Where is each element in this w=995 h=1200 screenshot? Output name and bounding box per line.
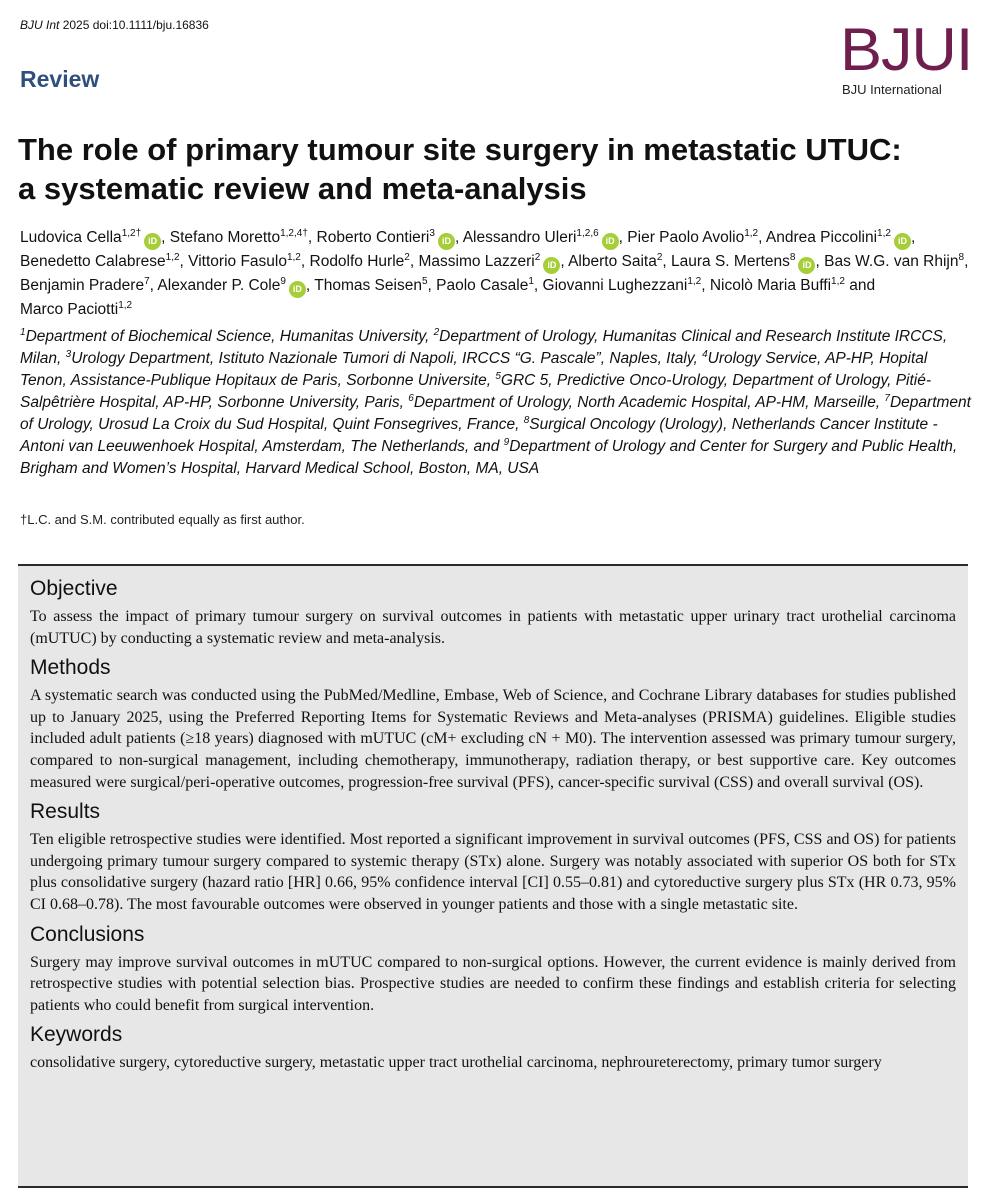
conclusions-text: Surgery may improve survival outcomes in mUTUC compared to non-surgical options. However, the current evidence is mainly derived from retrospective studies with potential selection bias. Prospective studies are needed to confirm these findings and establish criteria for selecting patients who could benefit from surgical intervention. <box>30 953 956 1014</box>
author-affiliation-marker: 1,2 <box>877 228 891 239</box>
author-separator: , <box>454 229 463 246</box>
author-separator: , <box>964 253 969 270</box>
author-name: Alberto Saita <box>568 253 657 270</box>
objective-heading: Objective <box>30 577 118 600</box>
author-name: Roberto Contieri <box>316 229 430 246</box>
author-name: Rodolfo Hurle <box>309 253 405 270</box>
results-heading: Results <box>30 800 101 824</box>
affiliation-text: Department of Urology, Urosud La Croix du Sud Hospital, Quint Fonsegrives, France, <box>20 394 971 433</box>
logo-subtitle: BJU International <box>842 82 942 97</box>
author <box>20 229 161 246</box>
author-affiliation-marker: 1,2 <box>687 276 702 287</box>
author-separator: , <box>815 253 825 270</box>
logo-letters: BJUI <box>840 16 973 83</box>
article-title: The role of primary tumour site surgery in metastatic UTUC: a systematic review and meta-analysis <box>18 132 902 206</box>
affiliation-text: Department of Urology and Center for Surgery and Public Health, Brigham and Women’s Hospital, Harvard Medical School, Boston, MA, USA <box>20 438 958 477</box>
abstract-box <box>18 564 968 1188</box>
author <box>20 301 132 318</box>
author-affiliation-marker: 7 <box>144 276 150 287</box>
author-name: Marco Paciotti <box>20 301 119 318</box>
affiliation-text: Surgical Oncology (Urology), Netherlands Cancer Institute - Antoni van Leeuwenhoek Hospital, Amsterdam, The Netherlands, and <box>20 416 938 455</box>
author <box>568 253 662 270</box>
author <box>766 229 911 246</box>
author <box>310 253 410 270</box>
orcid-icon[interactable]: iD <box>894 233 911 250</box>
author-affiliation-marker: 1,2† <box>121 228 142 239</box>
affiliation-text: Urology Department, Istituto Nazionale Tumori di Napoli, IRCCS “G. Pascale”, Naples, Italy, <box>71 350 703 367</box>
author-affiliation-marker: 1,2 <box>744 228 759 239</box>
author <box>436 277 534 294</box>
orcid-icon[interactable]: iD <box>438 233 455 250</box>
author-separator: , <box>560 253 569 270</box>
methods-text: A systematic search was conducted using the PubMed/Medline, Embase, Web of Science, and Cochrane Library databases for studies published up to January 2025, using the Preferred Reporting Items for Systematic Reviews and Meta-analyses (PRISMA) guidelines. Eligible studies included adult patients (≥18 years) diagnosed with mUTUC (cM+ excluding cN + M0). The intervention assessed was primary tumour surgery, compared to non-surgical management, including chemotherapy, immunotherapy, radiation therapy, or best supportive care. Key outcomes measured were surgical/peri-operative outcomes, progression-free survival (PFS), cancer-specific survival (CSS) and overall survival (OS). <box>30 687 956 791</box>
affiliation-marker: 4 <box>702 349 708 360</box>
author-name: Paolo Casale <box>436 277 529 294</box>
author-affiliation-marker: 3 <box>429 228 435 239</box>
author-separator: , <box>662 253 672 270</box>
author <box>418 253 560 270</box>
affiliation-list <box>20 326 975 480</box>
author-affiliation-marker: 2 <box>404 252 410 263</box>
author <box>170 229 308 246</box>
author <box>314 277 427 294</box>
affiliation-text: Department of Biochemical Science, Humanitas University, <box>25 328 434 345</box>
keywords-heading: Keywords <box>30 1023 123 1047</box>
doi-text: 2025 doi:10.1111/bju.16836 <box>59 18 209 32</box>
author <box>824 253 964 270</box>
orcid-icon[interactable]: iD <box>602 233 619 250</box>
author-separator: , <box>427 277 437 294</box>
affiliation-text: Urology Service, AP-HP, Hopital Tenon, Assistance-Publique Hopitaux de Paris, Sorbonne Universite, <box>20 350 928 389</box>
author-name: Alexander P. Cole <box>157 277 281 294</box>
methods-heading: Methods <box>30 656 111 680</box>
author <box>671 253 815 270</box>
author-separator: , <box>533 277 543 294</box>
author-name: Vittorio Fasulo <box>188 253 287 270</box>
objective-text: To assess the impact of primary tumour surgery on survival outcomes in patients with metastatic upper urinary tract urothelial carcinoma (mUTUC) by conducting a systematic review and meta-analysis. <box>30 608 956 647</box>
author-affiliation-marker: 1,2 <box>831 276 845 287</box>
author-affiliation-marker: 1 <box>528 276 534 287</box>
affiliation-marker: 3 <box>65 349 72 360</box>
affiliation-marker: 2 <box>433 327 440 338</box>
author-separator: , <box>910 229 916 246</box>
affiliation-text: Department of Urology, Humanitas Clinical and Research Institute IRCCS, Milan, <box>20 328 948 367</box>
author-separator: and <box>844 277 876 294</box>
author-separator: , <box>758 229 766 246</box>
affiliation-marker: 1 <box>20 327 26 338</box>
author-separator: , <box>161 229 170 246</box>
author-name: Thomas Seisen <box>314 277 422 294</box>
orcid-icon[interactable]: iD <box>798 257 815 274</box>
author-separator: , <box>179 253 189 270</box>
affiliation-marker: 6 <box>408 393 414 404</box>
author-affiliation-marker: 2 <box>656 252 663 263</box>
affiliation-marker: 9 <box>503 437 510 448</box>
author-name: Nicolò Maria Buffi <box>709 277 832 294</box>
author-separator: , <box>618 229 628 246</box>
author-name: Pier Paolo Avolio <box>627 229 745 246</box>
author-separator: , <box>409 253 419 270</box>
author <box>317 229 455 246</box>
author-separator: , <box>307 229 317 246</box>
affiliation-marker: 8 <box>523 415 530 426</box>
author-affiliation-marker: 9 <box>280 276 286 287</box>
keywords-text: consolidative surgery, cytoreductive surgery, metastatic upper tract urothelial carcinoma, nephroureterectomy, primary tumor surgery <box>30 1054 882 1072</box>
author-affiliation-marker: 1,2 <box>118 300 133 311</box>
author-separator: , <box>701 277 710 294</box>
equal-contribution-footnote: †L.C. and S.M. contributed equally as first author. <box>20 512 305 527</box>
author-affiliation-marker: 8 <box>789 252 796 263</box>
author <box>20 277 150 294</box>
bjui-logo <box>840 16 973 98</box>
author-separator: , <box>305 277 315 294</box>
author-separator: , <box>300 253 310 270</box>
author-name: Laura S. Mertens <box>671 253 790 270</box>
author-affiliation-marker: 1,2 <box>286 252 301 263</box>
results-text: Ten eligible retrospective studies were identified. Most reported a significant improvement in survival outcomes (PFS, CSS and OS) for patients undergoing primary tumour surgery compared to systemic therapy (STx) alone. Surgery was notably associated with superior OS both for STx plus consolidative surgery (hazard ratio [HR] 0.66, 95% confidence interval [CI] 0.55–0.81) and cytoreductive surgery plus STx (HR 0.73, 95% CI 0.68–0.78). The most favourable outcomes were observed in younger patients and those with a single metastatic site. <box>30 831 956 913</box>
orcid-icon[interactable]: iD <box>144 233 161 250</box>
author-affiliation-marker: 8 <box>958 252 965 263</box>
author-separator: , <box>149 277 158 294</box>
author-name: Andrea Piccolini <box>765 229 878 246</box>
affiliation-text: Department of Urology, North Academic Hospital, AP-HM, Marseille, <box>413 394 885 411</box>
author-name: Giovanni Lughezzani <box>542 277 688 294</box>
author-affiliation-marker: 1,2,6 <box>576 228 599 239</box>
author <box>20 253 180 270</box>
article-type-label: Review <box>20 66 100 92</box>
author-affiliation-marker: 1,2 <box>165 252 180 263</box>
author-name: Alessandro Uleri <box>462 229 577 246</box>
author-affiliation-marker: 1,2,4† <box>280 228 308 239</box>
author-name: Benjamin Pradere <box>20 277 145 294</box>
journal-citation <box>20 18 209 32</box>
journal-name: BJU Int <box>20 18 60 32</box>
affiliation-marker: 5 <box>495 371 501 382</box>
author-affiliation-marker: 5 <box>421 276 428 287</box>
author-name: Stefano Moretto <box>169 229 281 246</box>
author-name: Benedetto Calabrese <box>20 253 166 270</box>
orcid-icon[interactable]: iD <box>543 257 560 274</box>
author-list <box>20 226 970 321</box>
author-name: Massimo Lazzeri <box>418 253 535 270</box>
author <box>188 253 301 270</box>
author-name: Bas W.G. van Rhijn <box>824 253 959 270</box>
conclusions-heading: Conclusions <box>30 922 145 946</box>
author <box>463 229 619 246</box>
affiliation-marker: 7 <box>884 393 890 404</box>
author-name: Ludovica Cella <box>20 229 122 246</box>
author-affiliation-marker: 2 <box>534 252 541 263</box>
author <box>157 277 306 294</box>
affiliation-text: GRC 5, Predictive Onco-Urology, Department of Urology, Pitié-Salpêtrière Hospital, AP-HP, Sorbonne University, Paris, <box>20 372 932 411</box>
author <box>543 277 702 294</box>
author <box>710 277 845 294</box>
orcid-icon[interactable]: iD <box>289 281 306 298</box>
author <box>627 229 758 246</box>
